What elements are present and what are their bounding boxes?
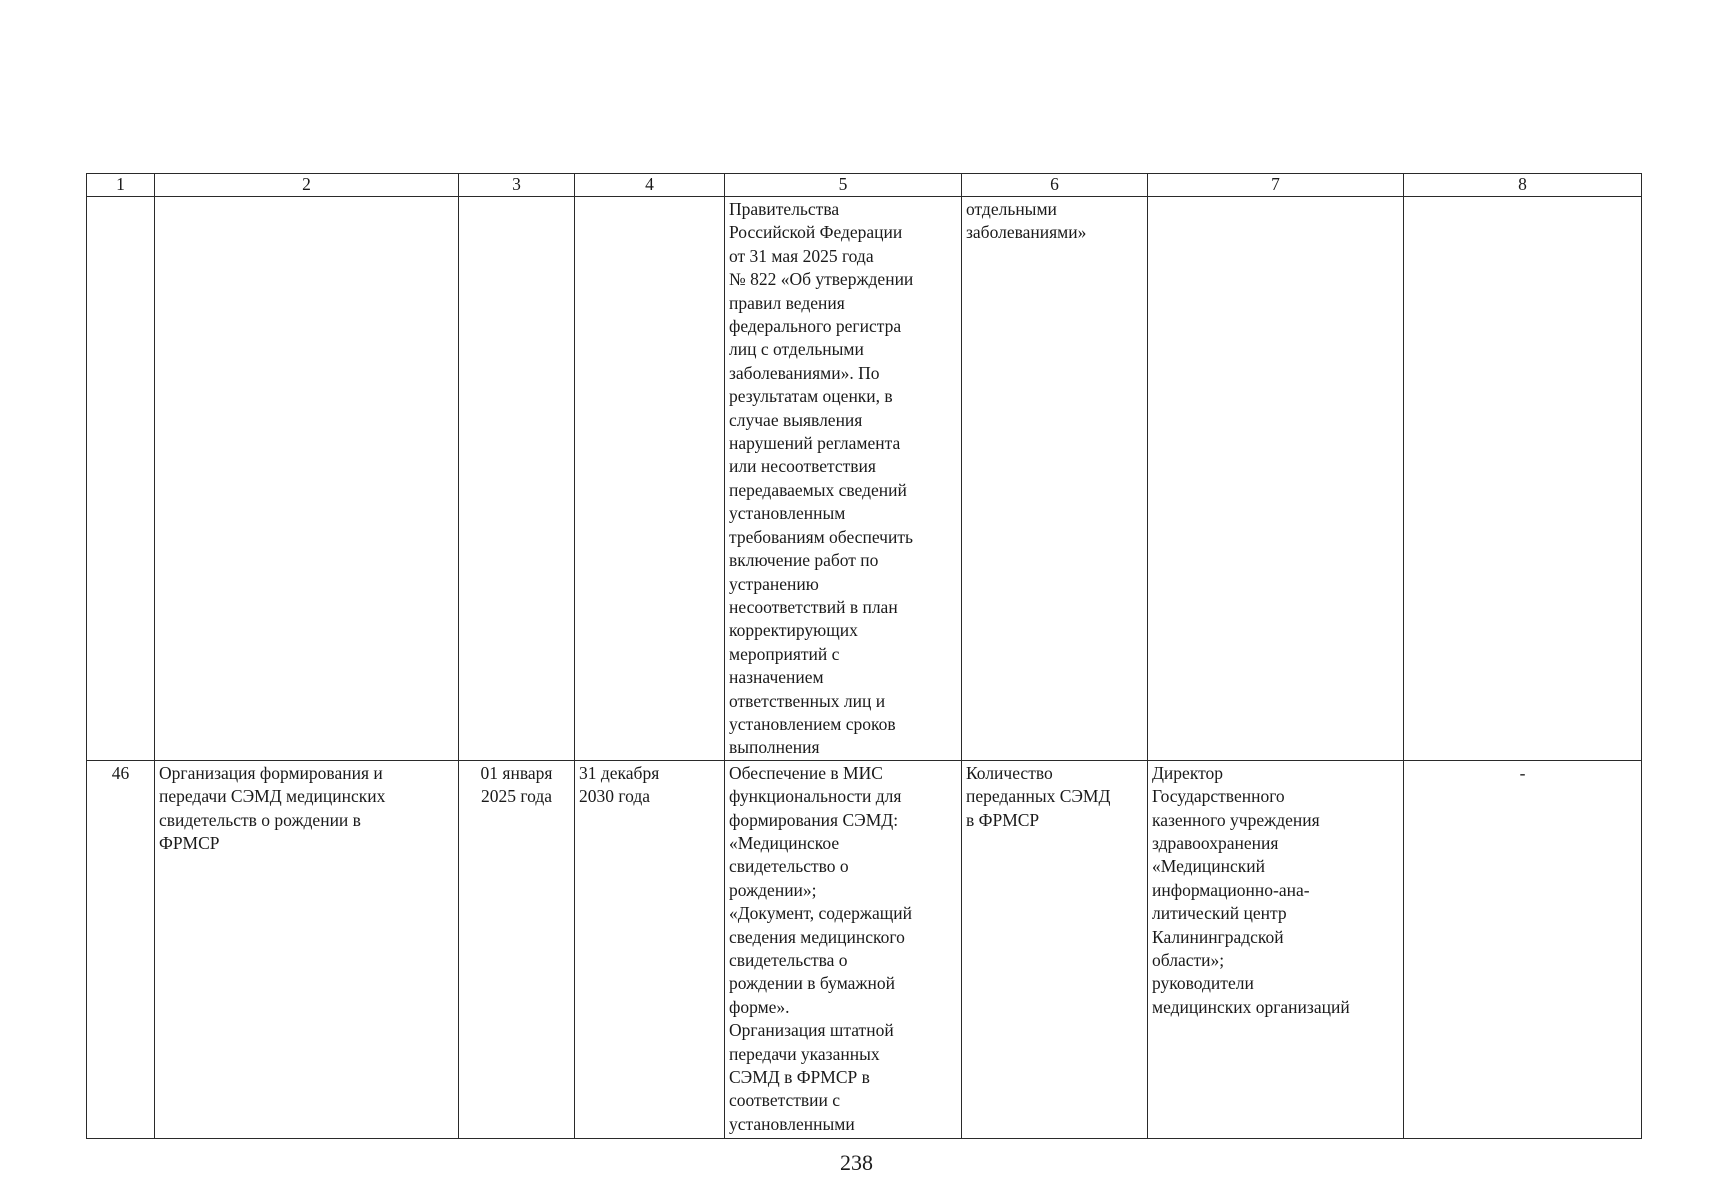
- table-header-row: [87, 174, 1642, 197]
- header-cell-5: 5: [725, 174, 962, 197]
- plan-table: [86, 173, 1642, 1139]
- page-number: 238: [840, 1150, 873, 1175]
- cell-indicator-continued: отдельными заболеваниями»: [962, 197, 1148, 761]
- header-cell-3: 3: [459, 174, 575, 197]
- cell-col8: -: [1404, 760, 1642, 1138]
- cell-responsible: Директор Государственного казенного учреждения здравоохранения «Медицинский информационно-ана- литический центр Калининградской области»; руководители медицинских организаций: [1148, 760, 1404, 1138]
- document-table-container: [86, 173, 1641, 1139]
- cell-empty: [155, 197, 459, 761]
- cell-description-continued: Правительства Российской Федерации от 31 мая 2025 года № 822 «Об утверждении правил ведения федерального регистра лиц с отдельными заболеваниями». По результатам оценки, в случае выявления нарушений регламента или несоответствия передаваемых сведений установленным требованиям обеспечить включение работ по устранению несоответствий в план корректирующих мероприятий с назначением ответственных лиц и установлением сроков выполнения: [725, 197, 962, 761]
- cell-empty: [1148, 197, 1404, 761]
- table-row-continuation: [87, 197, 1642, 761]
- header-cell-8: 8: [1404, 174, 1642, 197]
- cell-description: Обеспечение в МИС функциональности для формирования СЭМД: «Медицинское свидетельство о рождении»; «Документ, содержащий сведения медицинского свидетельства о рождении в бумажной форме». Организация штатной передачи указанных СЭМД в ФРМСР в соответствии с установленными: [725, 760, 962, 1138]
- header-cell-2: 2: [155, 174, 459, 197]
- cell-empty: [575, 197, 725, 761]
- cell-start-date: 01 января 2025 года: [459, 760, 575, 1138]
- table-row-46: [87, 760, 1642, 1138]
- cell-indicator: Количество переданных СЭМД в ФРМСР: [962, 760, 1148, 1138]
- header-cell-7: 7: [1148, 174, 1404, 197]
- cell-end-date: 31 декабря 2030 года: [575, 760, 725, 1138]
- header-cell-1: 1: [87, 174, 155, 197]
- header-cell-6: 6: [962, 174, 1148, 197]
- cell-empty: [459, 197, 575, 761]
- cell-empty: [1404, 197, 1642, 761]
- cell-empty: [87, 197, 155, 761]
- cell-activity-name: Организация формирования и передачи СЭМД медицинских свидетельств о рождении в ФРМСР: [155, 760, 459, 1138]
- header-cell-4: 4: [575, 174, 725, 197]
- cell-row-number: 46: [87, 760, 155, 1138]
